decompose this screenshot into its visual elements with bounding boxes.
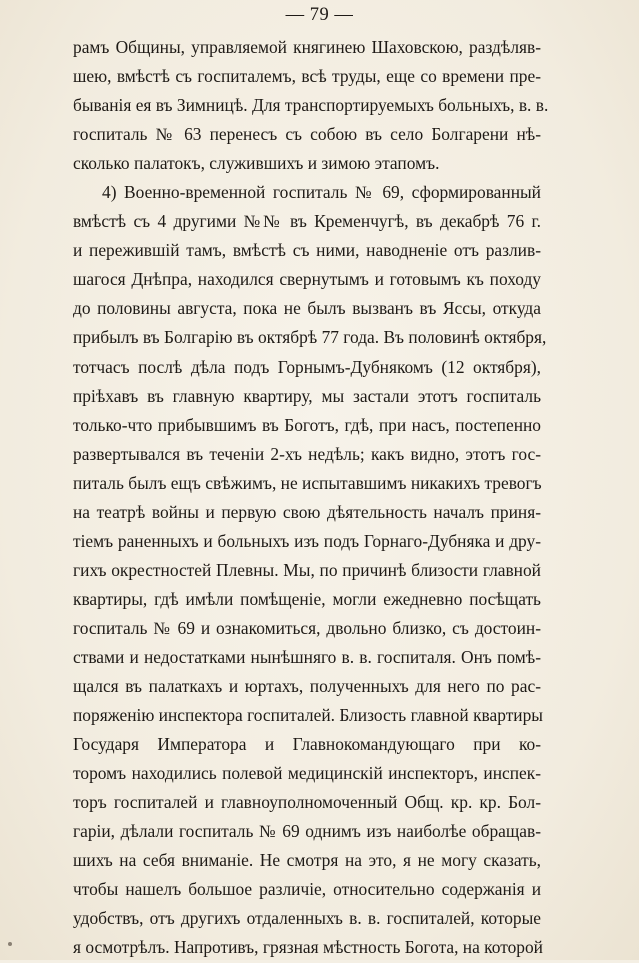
paragraph-end-line: сколько палатокъ, служившихъ и зимою этапомъ. — [73, 153, 440, 174]
text-line: поряженію инспектора госпиталей. Близость главной квартиры — [73, 705, 543, 726]
page-number: — 79 — — [285, 5, 354, 25]
text-line: пріѣхавъ въ главную квартиру, мы застали этотъ госпиталь — [73, 385, 541, 406]
text-line: Государя Императора и Главнокомандующаго при ко- — [73, 734, 541, 755]
paragraph-start-line: 4) Военно-временной госпиталь № 69, сформированный — [102, 182, 541, 203]
text-line: гаріи, дѣлали госпиталь № 69 однимъ изъ наиболѣе обращав- — [73, 821, 541, 842]
text-line: госпиталь № 69 и ознакомиться, двольно близко, съ достоин- — [73, 617, 541, 638]
text-line: ствами и недостатками нынѣшняго в. в. госпиталя. Онъ помѣ- — [73, 646, 541, 667]
text-line: тіемъ раненныхъ и больныхъ изъ подъ Горнаго-Дубняка и дру- — [73, 530, 541, 551]
text-line: до половины августа, пока не былъ вызванъ въ Яссы, откуда — [73, 298, 541, 319]
text-line: рамъ Общины, управляемой княгинею Шаховскою, раздѣляв- — [73, 37, 541, 57]
text-line: шагося Днѣпра, находился свернутымъ и готовымъ къ походу — [73, 269, 541, 290]
text-line: шихъ на себя вниманіе. Не смотря на это, я не могу сказать, — [73, 850, 541, 871]
text-line: и пережившій тамъ, вмѣстѣ съ ними, наводненіе отъ разлив- — [73, 240, 541, 261]
text-line: торъ госпиталей и главноуполномоченный Общ. кр. кр. Бол- — [73, 792, 541, 813]
text-line: на театрѣ войны и первую свою дѣятельность началъ приня- — [73, 501, 541, 522]
text-line: щался въ палаткахъ и юртахъ, полученныхъ для него по рас- — [73, 676, 541, 697]
text-line: прибылъ въ Болгарію въ октябрѣ 77 года. Въ половинѣ октября, — [73, 327, 547, 348]
text-line: госпиталь № 63 перенесъ съ собою въ село Болгарени нѣ- — [73, 124, 541, 145]
text-line: торомъ находились полевой медицинскій инспекторъ, инспек- — [73, 763, 541, 784]
text-line: квартиры, гдѣ имѣли помѣщеніе, могли ежедневно посѣщать — [73, 588, 541, 609]
text-line: шею, вмѣстѣ съ госпиталемъ, всѣ труды, еще со времени пре- — [73, 66, 541, 87]
text-line: развертывался въ теченіи 2-хъ недѣль; какъ видно, этотъ гос- — [73, 443, 541, 464]
text-line: я осмотрѣлъ. Напротивъ, грязная мѣстность Богота, на которой — [73, 937, 543, 958]
text-line: вмѣстѣ съ 4 другими №№ въ Кременчугѣ, въ декабрѣ 76 г. — [73, 211, 541, 232]
text-line: удобствъ, отъ другихъ отдаленныхъ в. в. госпиталей, которые — [73, 908, 541, 929]
text-line: гихъ окрестностей Плевны. Мы, по причинѣ близости главной — [73, 559, 541, 580]
text-line: только-что прибывшимъ въ Боготъ, гдѣ, при насъ, постепенно — [73, 414, 541, 435]
text-line: питаль былъ ещъ свѣжимъ, не испытавшимъ никакихъ тревогъ — [73, 472, 542, 493]
text-line: чтобы нашелъ большое различіе, относительно содержанія и — [73, 879, 541, 900]
paper-spot — [8, 942, 12, 946]
text-line: тотчасъ послѣ дѣла подъ Горнымъ-Дубнякомъ (12 октября), — [73, 356, 541, 377]
text-line: быванія ея въ Зимницѣ. Для транспортируемыхъ больныхъ, в. в. — [73, 95, 549, 116]
body-text — [73, 33, 549, 963]
